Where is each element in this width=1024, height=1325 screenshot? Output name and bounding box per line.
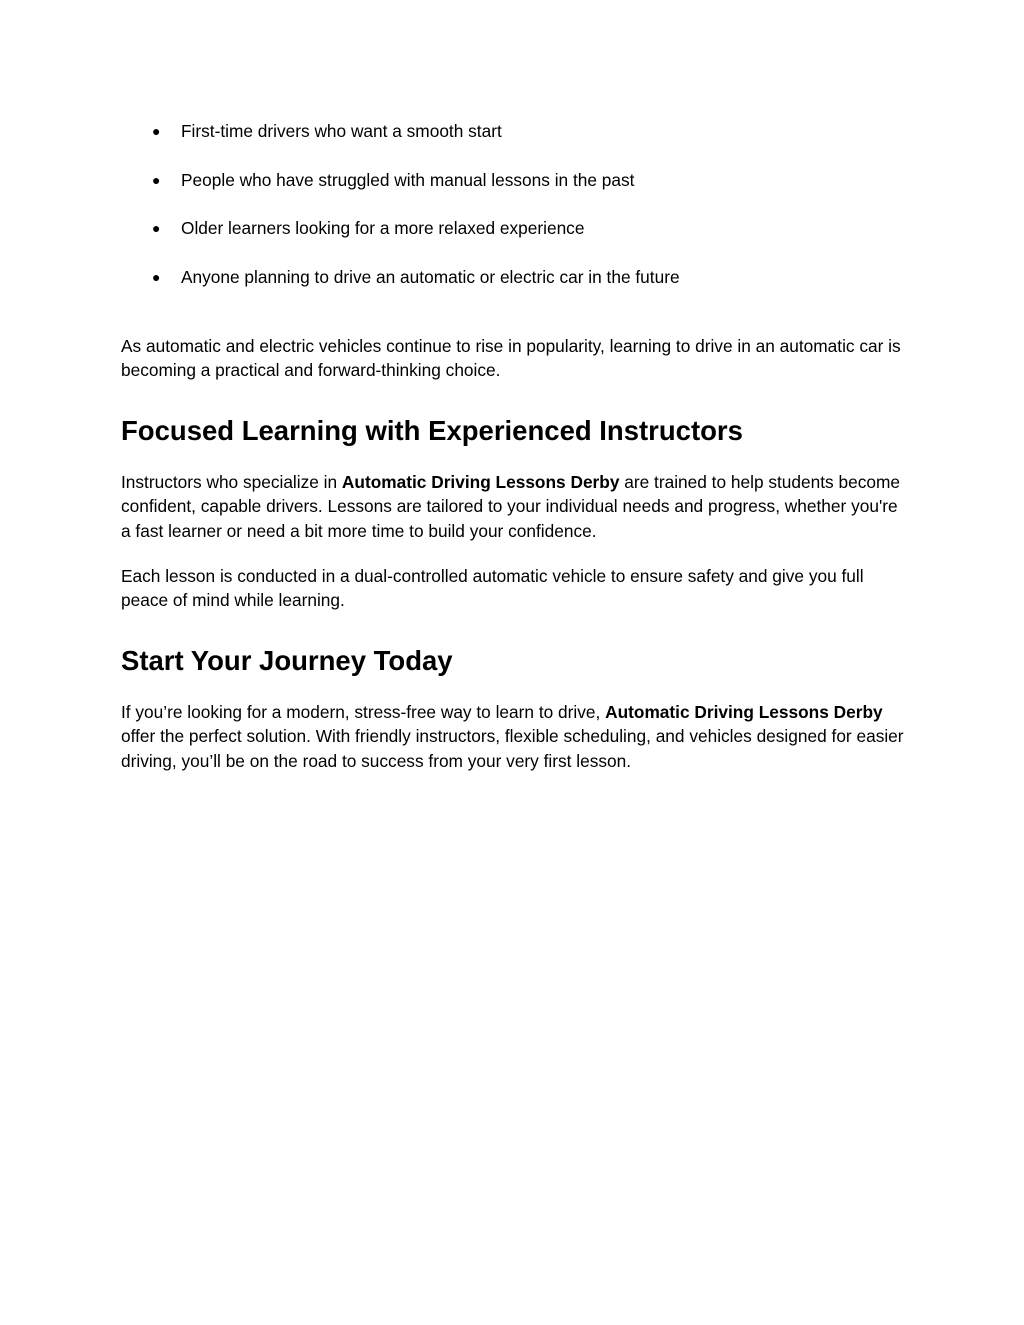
list-item: [121, 216, 911, 240]
paragraph-text: offer the perfect solution. With friendly instructors, flexible scheduling, and vehicles designed for easier driving, you’ll be on the road to success from your very first lesson.: [121, 726, 904, 771]
journey-paragraph: [121, 700, 911, 773]
audience-bullet-list: [121, 119, 911, 313]
list-item: [121, 168, 911, 192]
list-item: [121, 119, 911, 143]
paragraph-text: are trained to help students become confident, capable drivers. Lessons are tailored to your individual needs and progress, whether you're a fast learner or need a bit more time to build your confidence.: [121, 472, 900, 541]
list-item-text: Older learners looking for a more relaxed experience: [181, 218, 585, 239]
keyword-bold: Automatic Driving Lessons Derby: [605, 702, 883, 722]
list-item-text: First-time drivers who want a smooth start: [181, 121, 502, 141]
bullet-icon: ●: [152, 123, 161, 139]
paragraph-text: Instructors who specialize in: [121, 472, 342, 492]
intro-paragraph: As automatic and electric vehicles continue to rise in popularity, learning to drive in an automatic car is becoming a practical and forward-thinking choice.: [121, 336, 901, 381]
bullet-icon: ●: [152, 220, 161, 237]
list-item: [121, 265, 911, 289]
list-item-text: Anyone planning to drive an automatic or electric car in the future: [181, 266, 680, 287]
vehicle-paragraph: Each lesson is conducted in a dual-controlled automatic vehicle to ensure safety and give you full peace of mind while learning.: [121, 566, 864, 611]
paragraph-text: If you’re looking for a modern, stress-free way to learn to drive,: [121, 702, 606, 722]
section-heading-instructors: Focused Learning with Experienced Instructors: [121, 415, 743, 446]
list-item-text: People who have struggled with manual lessons in the past: [181, 169, 635, 190]
keyword-bold: Automatic Driving Lessons Derby: [341, 472, 620, 492]
instructors-paragraph: [121, 470, 911, 543]
section-heading-journey: Start Your Journey Today: [121, 645, 453, 676]
bullet-icon: ●: [152, 268, 161, 285]
bullet-icon: ●: [152, 171, 161, 188]
